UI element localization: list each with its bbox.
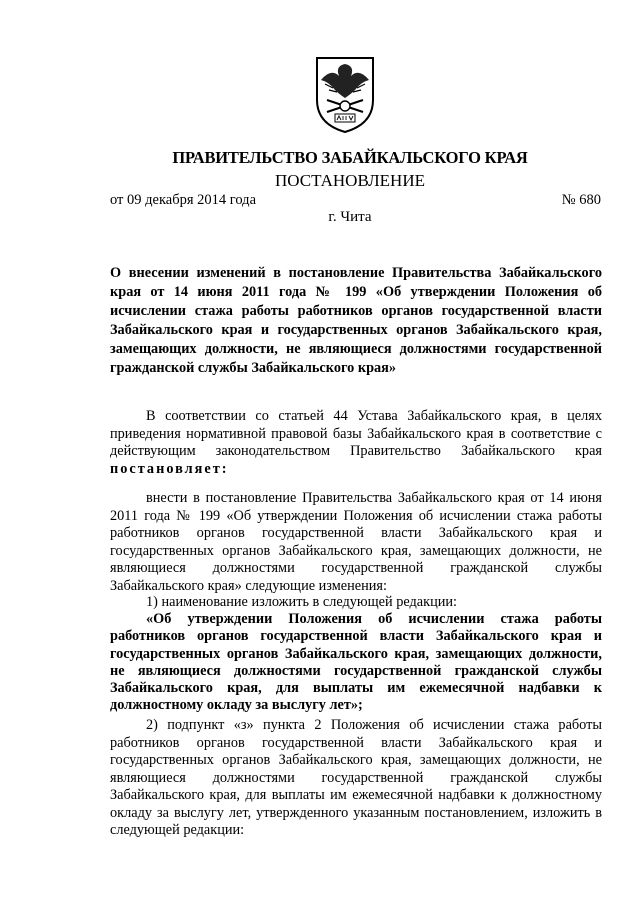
document-type: ПОСТАНОВЛЕНИЕ [274,171,425,190]
item-1-paragraph: 1) наименование изложить в следующей редакции: [146,594,457,610]
document-number: № 680 [561,192,601,208]
intro-paragraph: внести в постановление Правительства Забайкальского края от 14 июня 2011 года № 199 «Об утверждении Положения об исчислении стажа работы работников органов государственной власти Забайкальского края и государственных органов Забайкальского края, замещающих должности, не являющиеся должностями государственной гражданской службы Забайкальского края» следующие изменения: [110,490,602,594]
preamble-text: В соответствии со статьей 44 Устава Забайкальского края, в целях приведения нормативной правовой базы Забайкальского края в соответствие с действующим законодательством Правительство Забайкальского края [110,408,602,459]
coat-of-arms-icon [313,54,377,134]
item-1-new-title: «Об утверждении Положения об исчислении стажа работы работников органов государственной власти Забайкальского края и государственных органов Забайкальского края, замещающих должности, не являющиеся должностями государственной гражданской службы Забайкальского края, для выплаты им ежемесячной надбавки к должностному окладу за выслугу лет»; [110,611,602,714]
decides-word: постановляет: [110,460,229,477]
document-date: от 09 декабря 2014 года [110,192,256,208]
document-city: г. Чита [328,209,372,225]
item-2-paragraph: 2) подпункт «з» пункта 2 Положения об исчислении стажа работы работников органов государственной власти Забайкальского края и государственных органов Забайкальского края, замещающих должности, не являющиеся должностями государственной гражданской службы Забайкальского края, для выплаты им ежемесячной надбавки к должностному окладу за выслугу лет, утвержденного указанным постановлением, изложить в следующей редакции: [110,717,602,838]
document-title: О внесении изменений в постановление Правительства Забайкальского края от 14 июня 2011 года № 199 «Об утверждении Положения об исчислении стажа работы работников органов государственной власти Забайкальского края и государственных органов Забайкальского края, замещающих должности, не являющиеся должностями государственной гражданской службы Забайкальского края» [110,265,602,376]
government-name: ПРАВИТЕЛЬСТВО ЗАБАЙКАЛЬСКОГО КРАЯ [172,148,528,167]
preamble-paragraph [110,408,602,478]
